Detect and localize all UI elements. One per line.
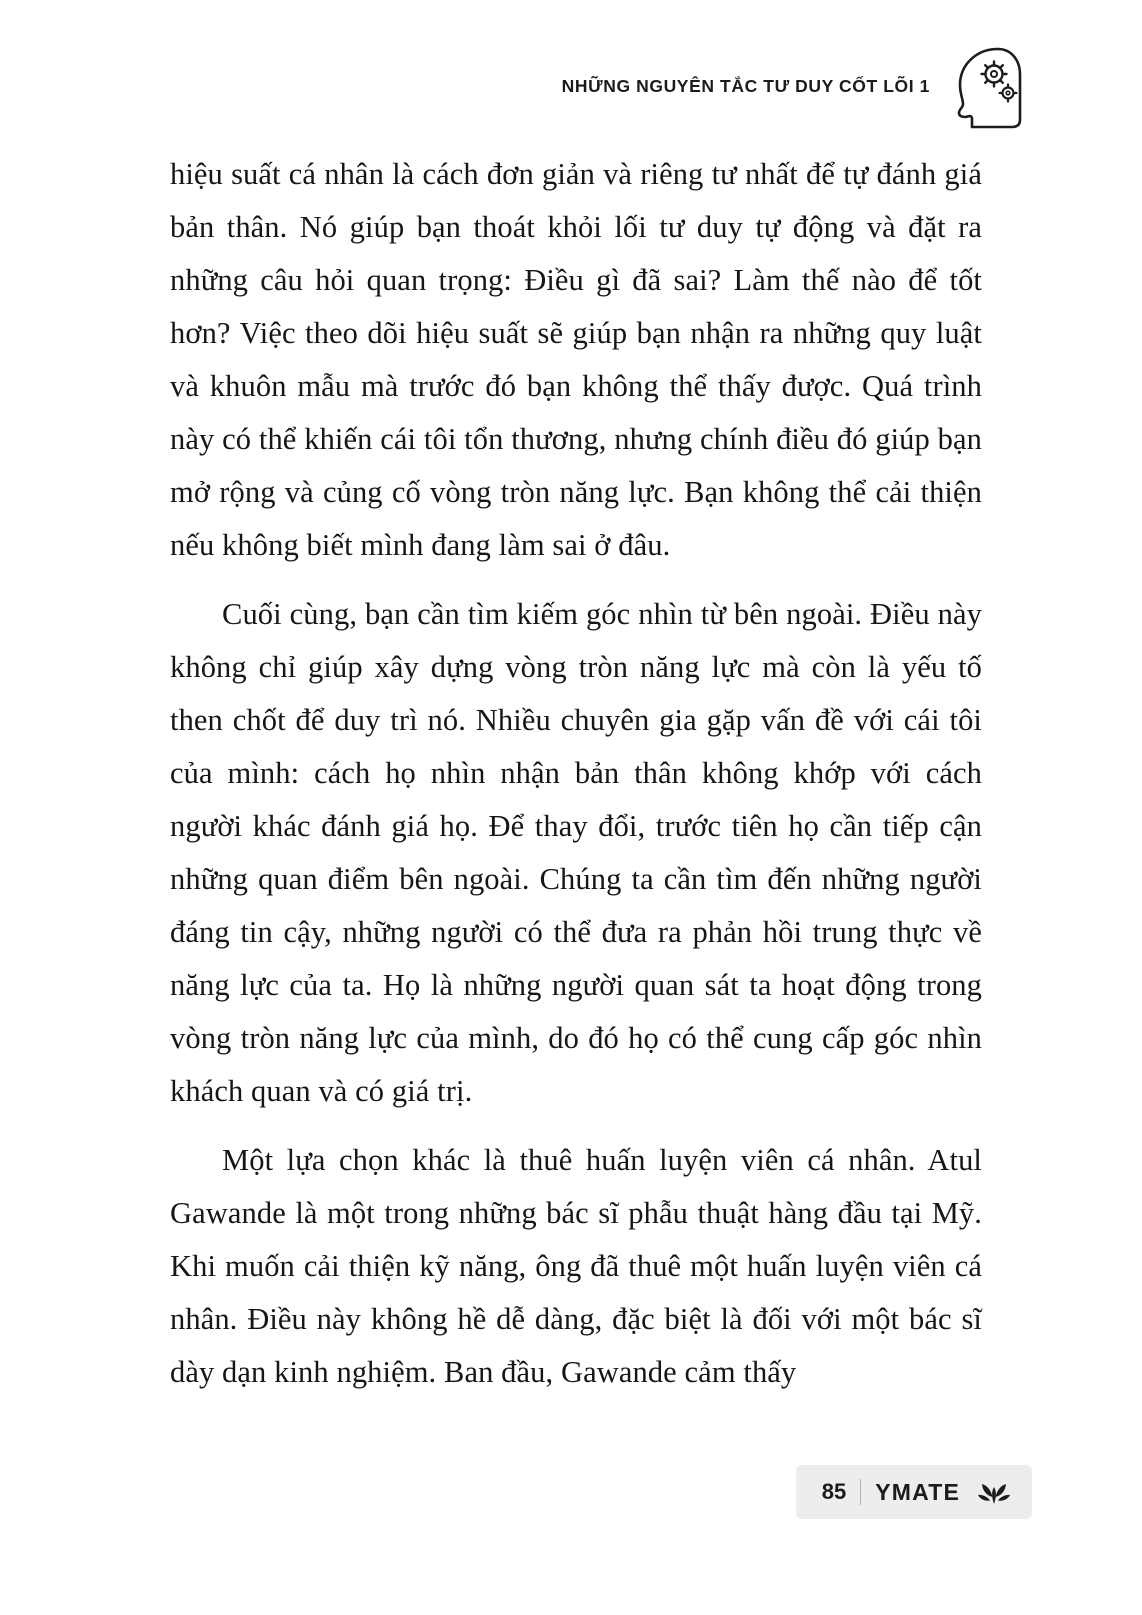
- paragraph: hiệu suất cá nhân là cách đơn giản và riêng tư nhất để tự đánh giá bản thân. Nó giúp bạn thoát khỏi lối tư duy tự động và đặt ra những câu hỏi quan trọng: Điều gì đã sai? Làm thế nào để tốt hơn? Việc theo dõi hiệu suất sẽ giúp bạn nhận ra những quy luật và khuôn mẫu mà trước đó bạn không thể thấy được. Quá trình này có thể khiến cái tôi tổn thương, nhưng chính điều đó giúp bạn mở rộng và củng cố vòng tròn năng lực. Bạn không thể cải thiện nếu không biết mình đang làm sai ở đâu.: [170, 157, 982, 562]
- ymate-leaf-icon: [974, 1472, 1014, 1512]
- running-head-title: NHỮNG NGUYÊN TẮC TƯ DUY CỐT LÕI 1: [561, 75, 930, 96]
- page-content: [170, 148, 982, 1399]
- paragraph: Cuối cùng, bạn cần tìm kiếm góc nhìn từ bên ngoài. Điều này không chỉ giúp xây dựng vòng tròn năng lực mà còn là yếu tố then chốt để duy trì nó. Nhiều chuyên gia gặp vấn đề với cái tôi của mình: cách họ nhìn nhận bản thân không khớp với cách người khác đánh giá họ. Để thay đổi, trước tiên họ cần tiếp cận những quan điểm bên ngoài. Chúng ta cần tìm đến những người đáng tin cậy, những người có thể đưa ra phản hồi trung thực về năng lực của ta. Họ là những người quan sát ta hoạt động trong vòng tròn năng lực của mình, do đó họ có thể cung cấp góc nhìn khách quan và có giá trị.: [170, 597, 982, 1108]
- footer-divider: [860, 1479, 861, 1505]
- brand-name: YMATE: [875, 1478, 960, 1505]
- paragraph: Một lựa chọn khác là thuê huấn luyện viên cá nhân. Atul Gawande là một trong những bác sĩ phẫu thuật hàng đầu tại Mỹ. Khi muốn cải thiện kỹ năng, ông đã thuê một huấn luyện viên cá nhân. Điều này không hề dễ dàng, đặc biệt là đối với một bác sĩ dày dạn kinh nghiệm. Ban đầu, Gawande cảm thấy: [170, 1143, 982, 1389]
- page-footer: [796, 1465, 1032, 1519]
- head-gears-icon: [948, 44, 1024, 130]
- page-header: [562, 44, 1024, 130]
- page-number: 85: [821, 1479, 847, 1504]
